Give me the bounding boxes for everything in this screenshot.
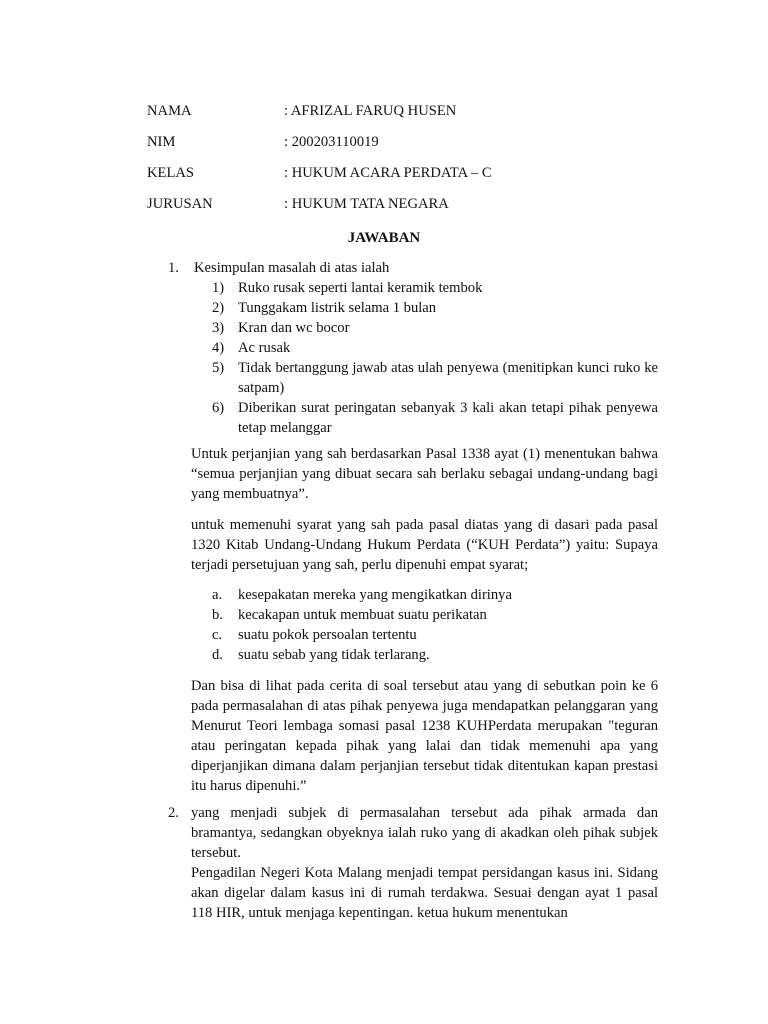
question-2 bbox=[168, 803, 658, 923]
list-text: Diberikan surat peringatan sebanyak 3 kali akan tetapi pihak penyewa tetap melanggar bbox=[238, 400, 658, 436]
list-item bbox=[212, 645, 658, 665]
list-text: kesepakatan mereka yang mengikatkan dirinya bbox=[238, 587, 512, 603]
list-letter: d. bbox=[212, 647, 223, 663]
info-row-nim bbox=[147, 132, 647, 152]
paragraph-subject-object: yang menjadi subjek di permasalahan tersebut ada pihak armada dan bramantya, sedangkan obyeknya ialah ruko yang di akadkan oleh pihak subjek tersebut. bbox=[191, 805, 658, 861]
list-item bbox=[212, 318, 658, 338]
info-value: : HUKUM TATA NEGARA bbox=[284, 196, 449, 212]
problem-list bbox=[212, 278, 658, 438]
info-label: NIM bbox=[147, 134, 176, 150]
info-row-name bbox=[147, 101, 647, 121]
list-item bbox=[212, 605, 658, 625]
question-number: 1. bbox=[168, 260, 179, 276]
paragraph-pasal-1320: untuk memenuhi syarat yang sah pada pasal diatas yang di dasari pada pasal 1320 Kitab Undang-Undang Hukum Perdata (“KUH Perdata”) yaitu: Supaya terjadi persetujuan yang sah, perlu dipenuhi empat syarat; bbox=[191, 517, 658, 573]
list-text: suatu pokok persoalan tertentu bbox=[238, 627, 417, 643]
list-item bbox=[212, 338, 658, 358]
info-label: NAMA bbox=[147, 103, 192, 119]
list-text: Tunggakam listrik selama 1 bulan bbox=[238, 300, 437, 316]
list-letter: b. bbox=[212, 607, 223, 623]
list-number: 4) bbox=[212, 340, 225, 356]
list-number: 6) bbox=[212, 400, 225, 416]
info-value: : 200203110019 bbox=[284, 134, 379, 150]
list-text: suatu sebab yang tidak terlarang. bbox=[238, 647, 430, 663]
list-number: 5) bbox=[212, 360, 225, 376]
list-text: Kran dan wc bocor bbox=[238, 320, 350, 336]
question-1-intro bbox=[168, 258, 658, 278]
list-item bbox=[212, 585, 658, 605]
list-letter: a. bbox=[212, 587, 223, 603]
list-item bbox=[212, 278, 658, 298]
question-number: 2. bbox=[168, 805, 179, 821]
list-item bbox=[212, 625, 658, 645]
info-value: : AFRIZAL FARUQ HUSEN bbox=[284, 103, 457, 119]
list-number: 3) bbox=[212, 320, 225, 336]
paragraph-court: Pengadilan Negeri Kota Malang menjadi tempat persidangan kasus ini. Sidang akan digelar dalam kasus ini di rumah terdakwa. Sesuai dengan ayat 1 pasal 118 HIR, untuk menjaga kepentingan. ketua hukum menentukan bbox=[191, 865, 658, 921]
paragraph-somasi: Dan bisa di lihat pada cerita di soal tersebut atau yang di sebutkan poin ke 6 pada permasalahan di atas pihak penyewa juga mendapatkan pelanggaran yang Menurut Teori lembaga somasi pasal 1238 KUHPerdata merupakan "teguran atau peringatan kepada pihak yang lalai dan tidak memenuhi apa yang diperjanjikan dimana dalam perjanjian tersebut tidak ditentukan kapan prestasi itu harus dipenuhi.” bbox=[191, 678, 658, 794]
question-2-body bbox=[191, 803, 658, 923]
list-number: 2) bbox=[212, 300, 225, 316]
conditions-list bbox=[212, 585, 658, 665]
list-text: Ac rusak bbox=[238, 340, 291, 356]
list-text: kecakapan untuk membuat suatu perikatan bbox=[238, 607, 487, 623]
list-number: 1) bbox=[212, 280, 225, 296]
list-item bbox=[212, 398, 658, 438]
page-title: JAWABAN bbox=[347, 230, 421, 246]
list-item bbox=[212, 358, 658, 398]
info-value: : HUKUM ACARA PERDATA – C bbox=[284, 165, 492, 181]
list-text: Ruko rusak seperti lantai keramik tembok bbox=[238, 280, 483, 296]
info-label: JURUSAN bbox=[147, 196, 213, 212]
student-info bbox=[147, 101, 647, 225]
info-label: KELAS bbox=[147, 165, 195, 181]
list-letter: c. bbox=[212, 627, 223, 643]
question-intro-text: Kesimpulan masalah di atas ialah bbox=[194, 260, 390, 276]
info-row-major bbox=[147, 194, 647, 214]
list-item bbox=[212, 298, 658, 318]
paragraph-pasal-1338: Untuk perjanjian yang sah berdasarkan Pasal 1338 ayat (1) menentukan bahwa “semua perjanjian yang dibuat secara sah berlaku sebagai undang-undang bagi yang membuatnya”. bbox=[191, 446, 658, 502]
list-text: Tidak bertanggung jawab atas ulah penyewa (menitipkan kunci ruko ke satpam) bbox=[238, 360, 658, 396]
info-row-class bbox=[147, 163, 647, 183]
